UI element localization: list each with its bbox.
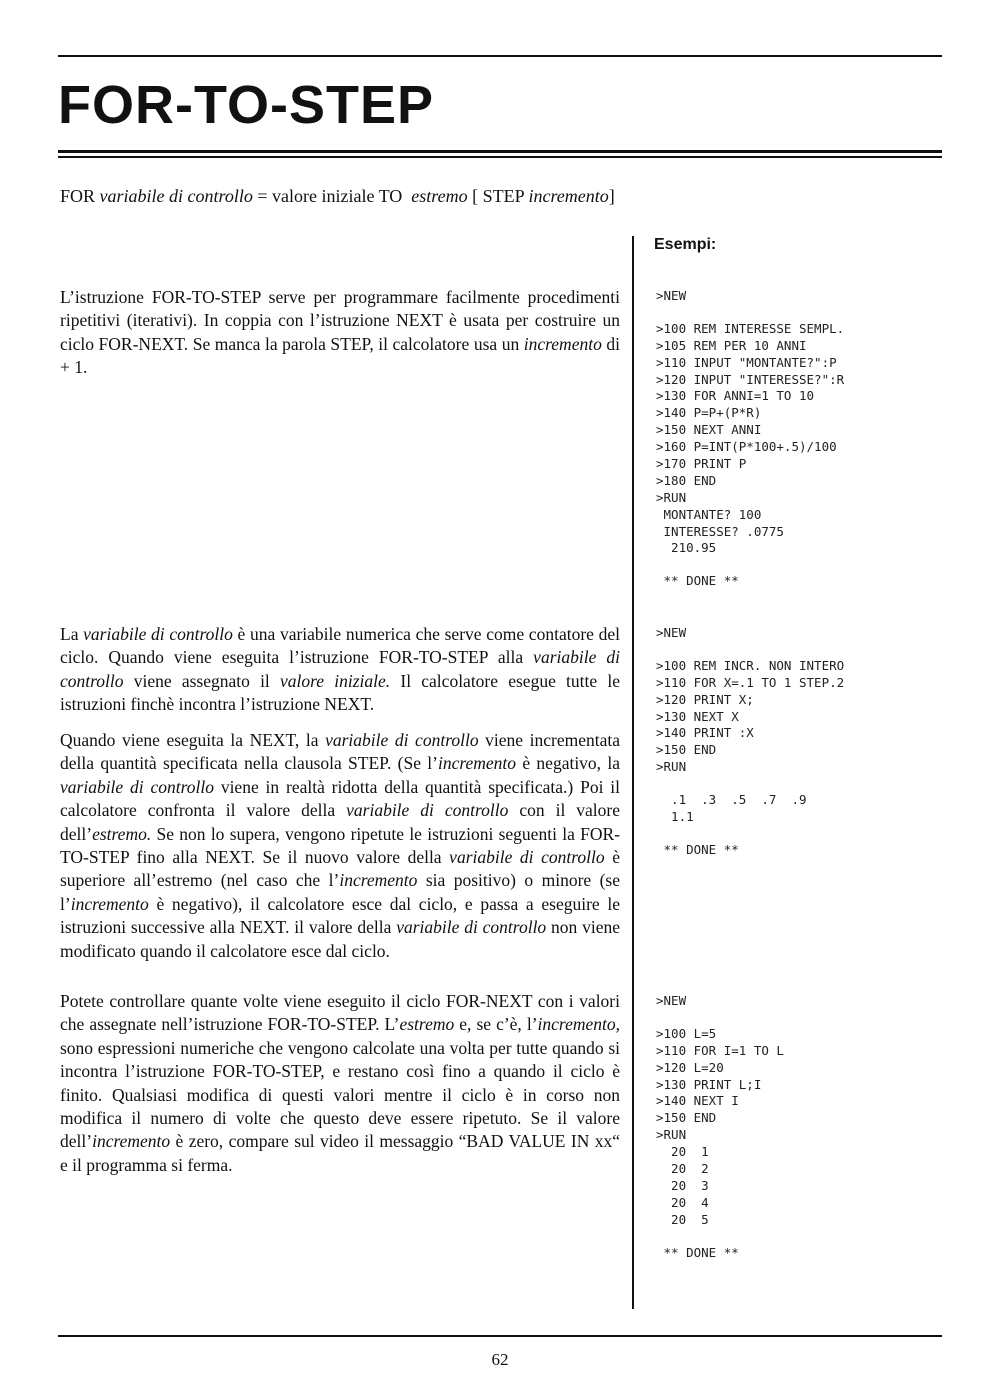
italic-term: variabile di controllo [60, 776, 214, 797]
paragraph-next [60, 729, 620, 963]
paragraph-intro [60, 286, 620, 380]
code-line: >105 REM PER 10 ANNI [656, 337, 807, 353]
code-line: MONTANTE? 100 [656, 506, 762, 522]
italic-term: variabile di controllo [325, 730, 479, 750]
italic-term: variabile di controllo [60, 647, 621, 691]
italic-term: estremo [399, 1014, 455, 1035]
text-run: con il valore dell’ [60, 800, 621, 844]
syntax-keyword-for: FOR [60, 186, 96, 206]
text-run: L’istruzione FOR-TO-STEP serve per programmare facilmente procedimenti ripetitivi (iterativi). In coppia con l’istruzione NEXT è usata per costruire un ciclo FOR-NEXT. Se manca la parola STEP, il calcolatore usa un [60, 287, 620, 354]
code-line: 20 3 [656, 1177, 709, 1193]
code-line: >130 PRINT L;I [656, 1076, 762, 1092]
code-line: >NEW [656, 288, 687, 303]
code-line: >100 L=5 [656, 1025, 717, 1041]
text-run: La [60, 624, 84, 644]
code-line: >160 P=INT(P*100+.5)/100 [656, 439, 837, 455]
code-line: >NEW [656, 993, 687, 1008]
code-line: >120 PRINT X; [656, 691, 754, 707]
code-line: INTERESSE? .0775 [656, 523, 784, 539]
text-run: viene incrementata della quantità specificata nella clausola STEP. (Se l’ [60, 730, 620, 774]
title-rule-thick [58, 150, 942, 153]
code-gap [656, 305, 844, 321]
syntax-step-open: [ STEP [472, 186, 524, 206]
code-line: 210.95 [656, 540, 717, 556]
code-line: >180 END [656, 472, 717, 488]
text-run: Quando viene eseguita la NEXT, la [60, 730, 326, 750]
italic-term: valore iniziale. [280, 670, 391, 691]
text-run: è zero, compare sul video il messaggio “BAD VALUE IN xx“ e il programma si ferma. [60, 1131, 620, 1175]
syntax-line [60, 186, 615, 207]
code-line: >RUN [656, 1127, 687, 1143]
code-line: >RUN [656, 489, 687, 505]
text-run: è una variabile numerica che serve come contatore del ciclo. Quando viene eseguita l’istruzione FOR-TO-STEP alla [60, 624, 620, 668]
text-run: Il calcolatore esegue tutte le istruzioni finchè incontra l’istruzione NEXT. [60, 670, 620, 715]
code-line: >140 PRINT :X [656, 725, 754, 741]
syntax-initial-value: = valore iniziale TO [257, 186, 403, 206]
code-line: >120 INPUT "INTERESSE?":R [656, 371, 845, 387]
code-example-1 [656, 288, 844, 590]
code-example-2 [656, 625, 844, 859]
top-rule [58, 55, 942, 57]
text-run: e, se c’è, l’ [454, 1014, 538, 1035]
column-divider [632, 236, 634, 1309]
code-line: ** DONE ** [656, 841, 739, 857]
text-run: Se non lo supera, vengono ripetute le istruzioni seguenti la FOR- TO-STEP fino alla NEXT. Se il nuovo valore della [60, 823, 620, 868]
paragraph-intro-text [60, 286, 620, 380]
italic-term: variabile di controllo [396, 917, 547, 938]
paragraph-limits-text [60, 990, 620, 1177]
code-gap [656, 642, 844, 658]
italic-term: estremo. [92, 823, 152, 844]
paragraph-control-variable [60, 623, 620, 717]
examples-label: Esempi: [654, 236, 717, 253]
text-run: è superiore all’estremo (nel caso che l’ [60, 847, 621, 891]
code-line: >150 END [656, 1110, 717, 1126]
code-line: ** DONE ** [656, 573, 739, 589]
italic-term: variabile di controllo [449, 847, 605, 868]
code-gap [656, 826, 844, 842]
page-number: 62 [491, 1350, 509, 1369]
code-line: 20 2 [656, 1161, 709, 1177]
code-line: >140 P=P+(P*R) [656, 405, 762, 421]
code-line: >170 PRINT P [656, 456, 747, 472]
italic-term: variabile di controllo [83, 624, 233, 644]
code-example-3 [656, 993, 784, 1261]
code-line: ** DONE ** [656, 1244, 739, 1260]
text-run: Potete controllare quante volte viene eseguito il ciclo FOR-NEXT con i valori che assegnate nell’istruzione FOR-TO-STEP. L’ [60, 991, 620, 1035]
text-run: viene assegnato il [123, 670, 280, 691]
paragraph-next-text [60, 729, 620, 963]
italic-term: incremento [523, 333, 602, 354]
title-rule-thin [58, 156, 942, 158]
paragraph-limits [60, 990, 620, 1177]
code-line: >150 NEXT ANNI [656, 422, 762, 438]
code-line: >130 NEXT X [656, 708, 739, 724]
code-line: >140 NEXT I [656, 1093, 739, 1109]
code-line: >150 END [656, 742, 717, 758]
syntax-control-variable: variabile di controllo [99, 186, 253, 206]
code-line: >NEW [656, 625, 687, 640]
code-line: 1.1 [656, 809, 694, 825]
code-line: >110 INPUT "MONTANTE?":P [656, 354, 837, 370]
code-line: 20 4 [656, 1194, 709, 1210]
code-line: 20 5 [656, 1211, 709, 1227]
code-line: >RUN [656, 759, 687, 775]
italic-term: incremento [437, 753, 517, 774]
italic-term: incremento [70, 893, 149, 914]
text-run: non viene modificato quando il calcolatore esce dal ciclo. [60, 917, 620, 961]
text-run: di + 1. [60, 333, 620, 378]
code-line: .1 .3 .5 .7 .9 [656, 792, 807, 808]
text-run: è negativo, la [516, 753, 620, 774]
code-line: 20 1 [656, 1144, 709, 1160]
syntax-limit: estremo [411, 186, 468, 206]
code-gap [656, 1229, 784, 1245]
italic-term: incremento [339, 870, 418, 891]
text-run: viene in realtà ridotta della quantità specificata.) Poi il calcolatore confronta il valore della [60, 776, 620, 821]
code-line: >100 REM INTERESSE SEMPL. [656, 320, 845, 336]
syntax-increment: incremento [528, 186, 609, 206]
code-gap [656, 557, 844, 573]
italic-term: incremento [92, 1131, 171, 1152]
code-line: >110 FOR X=.1 TO 1 STEP.2 [656, 674, 845, 690]
text-run: sono espressioni numeriche che vengono calcolate una volta per tutte quando si incontra l’istruzione FOR-TO-STEP, e restano così fino a quando il ciclo è finito. Qualsiasi modifica di questi valori mentre il ciclo è in corso non modifica il numero di volte che questo deve essere ripetuto. Se il valore dell’ [60, 1037, 620, 1152]
text-run: è negativo), il calcolatore esce dal ciclo, e passa a eseguire le istruzioni successive alla NEXT. il valore della [60, 893, 620, 938]
italic-term: variabile di controllo [346, 800, 509, 821]
bottom-rule [58, 1335, 942, 1337]
code-gap [656, 776, 844, 792]
italic-term: incremento, [537, 1014, 620, 1035]
paragraph-control-variable-text [60, 623, 620, 717]
code-line: >100 REM INCR. NON INTERO [656, 657, 845, 673]
code-line: >110 FOR I=1 TO L [656, 1042, 784, 1058]
page-title: FOR-TO-STEP [58, 75, 435, 135]
code-line: >120 L=20 [656, 1059, 724, 1075]
code-gap [656, 1010, 784, 1026]
text-run: sia positivo) o minore (se l’ [60, 870, 621, 914]
code-line: >130 FOR ANNI=1 TO 10 [656, 388, 815, 404]
syntax-step-close: ] [608, 186, 615, 206]
